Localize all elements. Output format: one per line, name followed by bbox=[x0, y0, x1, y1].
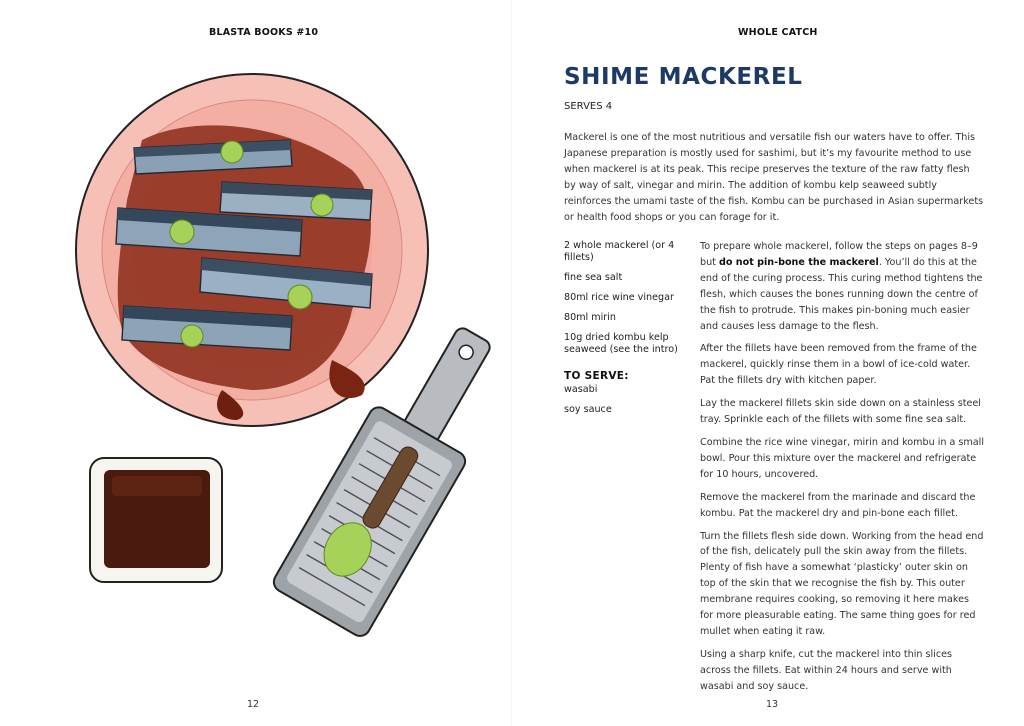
right-page bbox=[512, 0, 1024, 726]
ingredient-item: 10g dried kombu kelp seaweed (see the intro) bbox=[564, 332, 678, 355]
to-serve-heading: TO SERVE: bbox=[564, 370, 629, 382]
recipe-title: SHIME MACKEREL bbox=[564, 64, 803, 90]
ingredient-item: fine sea salt bbox=[564, 272, 623, 283]
soy-sauce-dish-icon bbox=[90, 458, 222, 582]
method-step-text: To prepare whole mackerel, follow the steps on pages 8–9 but bbox=[700, 241, 978, 268]
page-number-right: 13 bbox=[766, 699, 779, 710]
mackerel-illustration bbox=[52, 60, 492, 680]
serves-label: SERVES 4 bbox=[564, 101, 613, 112]
method-step: After the fillets have been removed from the frame of the mackerel, quickly rinse them in a bowl of ice-cold water. Pat the fillets dry with kitchen paper. bbox=[700, 343, 977, 387]
method-step-text: . You’ll do this at the end of the curing process. This curing method tightens the flesh, which causes the bones running down the centre of the fish to protrude. This makes pin-boning much easier and causes less damage to the flesh. bbox=[700, 256, 983, 332]
method-step: Combine the rice wine vinegar, mirin and kombu in a small bowl. Pour this mixture over the mackerel and refrigerate for 10 hours, uncovered. bbox=[700, 436, 984, 480]
serve-item: soy sauce bbox=[564, 404, 612, 415]
method-steps bbox=[700, 239, 985, 702]
running-head-right: WHOLE CATCH bbox=[738, 27, 818, 38]
ingredient-item: 2 whole mackerel (or 4 fillets) bbox=[564, 240, 675, 263]
method-step-emphasis: do not pin-bone the mackerel bbox=[718, 256, 879, 268]
method-step: Using a sharp knife, cut the mackerel into thin slices across the fillets. Eat within 24 hours and serve with wasabi and soy sauce. bbox=[700, 648, 953, 692]
page-number-left: 12 bbox=[247, 699, 260, 710]
ingredient-item: 80ml rice wine vinegar bbox=[564, 292, 674, 303]
ingredient-item: 80ml mirin bbox=[564, 312, 616, 323]
recipe-intro: Mackerel is one of the most nutritious and versatile fish our waters have to offer. This Japanese preparation is mostly used for sashimi, but it’s my favourite method to use when mackerel is at its peak. This recipe preserves the texture of the raw fatty flesh by way of salt, vinegar and mirin. The addition of kombu kelp seaweed subtly reinforces the umami taste of the fish. Kombu can be purchased in Asian supermarkets or health food shops or you can forage for it. bbox=[564, 132, 984, 223]
ingredient-list bbox=[564, 240, 704, 424]
running-head-left: BLASTA BOOKS #10 bbox=[209, 27, 319, 38]
method-step: Turn the fillets flesh side down. Working from the head end of the fish, delicately pull the skin away from the fillets. Plenty of fish have a somewhat ‘plasticky’ outer skin on top of the skin that we recognise the fish by. This outer membrane requires cooking, so removing it here makes for more pleasurable eating. The same thing goes for red mullet when eating it raw. bbox=[700, 530, 984, 637]
method-step bbox=[700, 239, 985, 334]
serve-item: wasabi bbox=[564, 384, 598, 395]
method-step: Lay the mackerel fillets skin side down on a stainless steel tray. Sprinkle each of the fillets with some fine sea salt. bbox=[700, 398, 981, 426]
method-step: Remove the mackerel from the marinade and discard the kombu. Pat the mackerel dry and pin-bone each fillet. bbox=[700, 491, 976, 519]
